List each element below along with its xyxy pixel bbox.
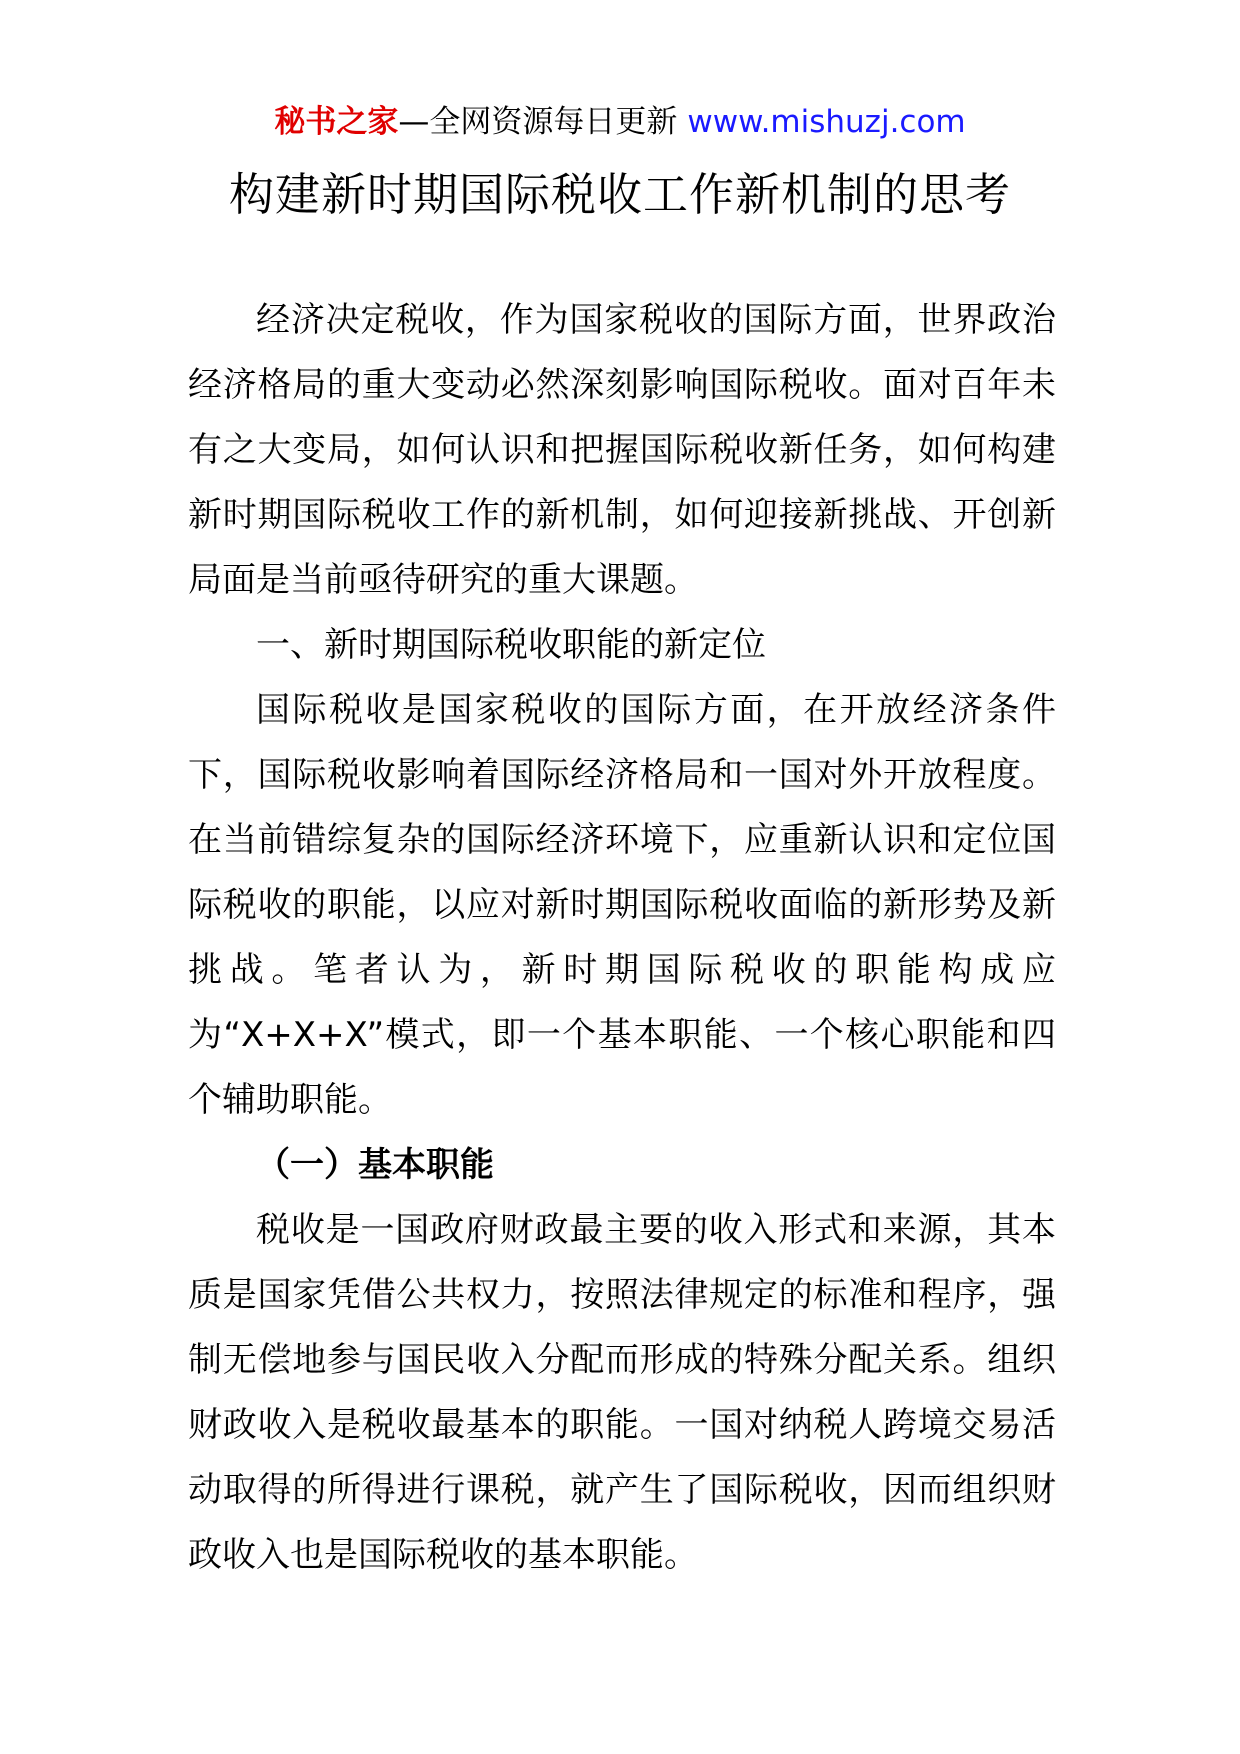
document-title: 构建新时期国际税收工作新机制的思考 [228, 168, 1011, 221]
header-slogan: —全网资源每日更新 [398, 104, 678, 140]
section-paragraph: 国际税收是国家税收的国际方面，在开放经济条件下，国际税收影响着国际经济格局和一国对外开放程度。在当前错综复杂的国际经济环境下，应重新认识和定位国际税收的职能，以应对新时期国际税收面临的新形势及新挑战。笔者认为，新时期国际税收的职能构成应为“X+X+X”模式，即一个基本职能、一个核心职能和四个辅助职能。 [188, 690, 1056, 1120]
section-heading: 一、新时期国际税收职能的新定位 [256, 625, 766, 665]
brand-name: 秘书之家 [274, 104, 399, 140]
intro-paragraph: 经济决定税收，作为国家税收的国际方面，世界政治经济格局的重大变动必然深刻影响国际税收。面对百年未有之大变局，如何认识和把握国际税收新任务，如何构建新时期国际税收工作的新机制，如何迎接新挑战、开创新局面是当前亟待研究的重大课题。 [188, 300, 1056, 600]
site-url-link[interactable]: www.mishuzj.com [687, 104, 966, 140]
subsection-paragraph: 税收是一国政府财政最主要的收入形式和来源，其本质是国家凭借公共权力，按照法律规定的标准和程序，强制无偿地参与国民收入分配而形成的特殊分配关系。组织财政收入是税收最基本的职能。一国对纳税人跨境交易活动取得的所得进行课税，就产生了国际税收，因而组织财政收入也是国际税收的基本职能。 [188, 1210, 1056, 1575]
subsection-heading: （一）基本职能 [256, 1145, 494, 1185]
site-header [0, 100, 1240, 144]
document-body [188, 288, 1056, 1588]
